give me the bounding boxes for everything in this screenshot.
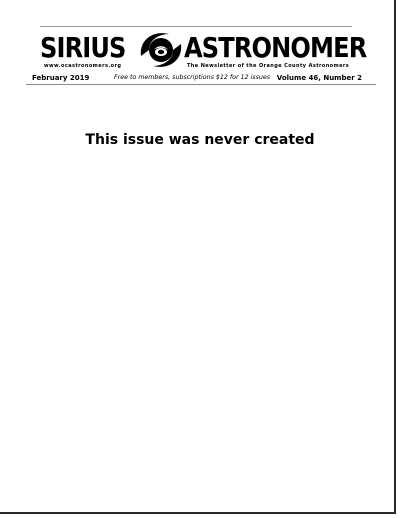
masthead-title-left: SIRIUS — [40, 31, 126, 64]
masthead-top-rule — [40, 26, 352, 27]
masthead-title-right: ASTRONOMER — [184, 31, 367, 64]
notice-heading: This issue was never created — [85, 132, 315, 148]
info-bar-rule — [26, 84, 376, 85]
masthead-website: www.ocastronomers.org — [44, 63, 122, 69]
subscription-note: Free to members, subscriptions $12 for 12 issues — [114, 74, 271, 81]
info-bar — [26, 72, 376, 84]
masthead — [40, 30, 367, 70]
issue-date: February 2019 — [32, 74, 90, 82]
issue-volume: Volume 46, Number 2 — [276, 74, 362, 82]
masthead-tagline: The Newsletter of the Orange County Astronomers — [187, 63, 350, 69]
swirl-logo-icon — [135, 26, 187, 72]
